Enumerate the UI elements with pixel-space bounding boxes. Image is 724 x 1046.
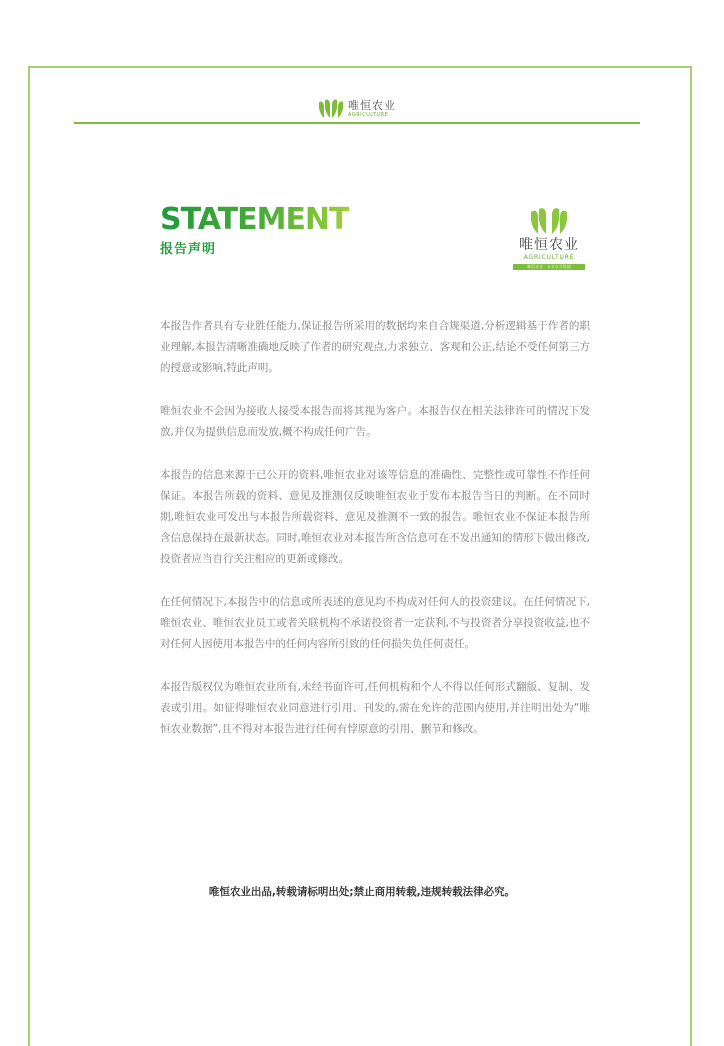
- statement-paragraph: 本报告的信息来源于已公开的资料,唯恒农业对该等信息的准确性、完整性或可靠性不作任何保证。本报告所载的资料、意见及推测仅反映唯恒农业于发布本报告当日的判断。在不同时期,唯恒农业可发出与本报告所载资料、意见及推测不一致的报告。唯恒农业不保证本报告所含信息保持在最新状态。同时,唯恒农业对本报告所含信息可在不发出通知的情形下做出修改,投资者应当自行关注相应的更新或修改。: [160, 469, 590, 565]
- statement-paragraph: 本报告版权仅为唯恒农业所有,未经书面许可,任何机构和个人不得以任何形式翻版、复制、发表或引用。如征得唯恒农业同意进行引用、刊发的,需在允许的范围内使用,并注明出处为“唯恒农业数据”,且不得对本报告进行任何有悖原意的引用、删节和修改。: [160, 681, 590, 735]
- footer-copyright-note: 唯恒农业出品,转载请标明出处;禁止商用转载,违规转载法律必究。: [208, 886, 516, 898]
- leaf-logo-icon: [318, 98, 344, 120]
- brand-logo: [512, 206, 586, 276]
- statement-body: [160, 316, 590, 762]
- header-divider: [74, 122, 640, 124]
- header-logo-name: 唯恒农业: [348, 99, 396, 112]
- brand-english: AGRICULTURE: [523, 254, 575, 261]
- statement-paragraph: 本报告作者具有专业胜任能力,保证报告所采用的数据均来自合规渠道,分析逻辑基于作者的职业理解,本报告清晰准确地反映了作者的研究观点,力求独立、客观和公正,结论不受任何第三方的授意或影响,特此声明。: [160, 320, 591, 374]
- page-title: STATEMENT: [160, 202, 349, 237]
- page-subtitle: 报告声明: [160, 242, 217, 257]
- statement-paragraph: 唯恒农业不会因为接收人接受本报告而将其视为客户。本报告仅在相关法律许可的情况下发放,并仅为提供信息而发放,概不构成任何广告。: [160, 405, 590, 438]
- header-logo-english: AGRICULTURE: [348, 112, 389, 118]
- statement-paragraph: 在任何情况下,本报告中的信息或所表述的意见均不构成对任何人的投资建议。在任何情况下,唯恒农业、唯恒农业员工或者关联机构不承诺投资者一定获利,不与投资者分享投资收益,也不对任何人因使用本报告中的任何内容所引致的任何损失负任何责任。: [160, 596, 590, 650]
- leaf-logo-icon: [529, 206, 569, 236]
- header-logo: [318, 98, 408, 120]
- brand-name: 唯恒农业: [519, 237, 579, 253]
- brand-tagline: 唯恒农业 · 专业农业数据: [513, 264, 585, 270]
